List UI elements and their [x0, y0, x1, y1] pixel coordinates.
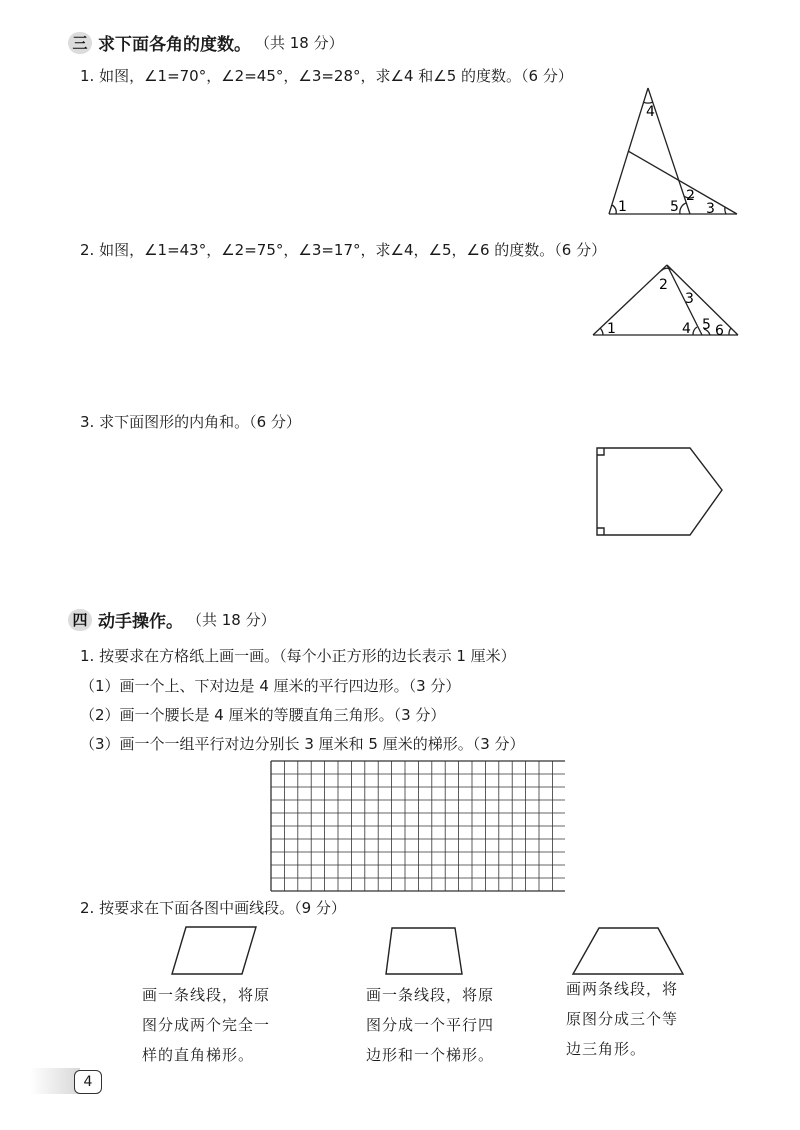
angle-label-4: 4 — [646, 104, 655, 120]
section-4-badge: 四 — [68, 609, 92, 631]
footer-bar — [30, 1068, 80, 1094]
pentagon-figure — [590, 440, 730, 540]
angle-label-5: 5 — [702, 317, 711, 333]
angle-label-6: 6 — [715, 323, 724, 339]
angle-label-1: 1 — [607, 321, 616, 337]
question-4-1-sub-2: （2）画一个腰长是 4 厘米的等腰直角三角形。（3 分） — [80, 706, 446, 724]
page-number: 4 — [74, 1070, 102, 1094]
section-3-title: 求下面各角的度数。 — [98, 35, 251, 55]
triangle-figure-1 — [600, 85, 745, 220]
caption-3-line-3: 边三角形。 — [566, 1040, 647, 1058]
caption-2-line-1: 画一条线段，将原 — [366, 986, 495, 1004]
caption-1-line-2: 图分成两个完全一 — [142, 1016, 271, 1034]
section-4-header — [68, 607, 276, 632]
angle-label-3: 3 — [706, 201, 715, 217]
question-3-2-text: 2. 如图，∠1=43°，∠2=75°，∠3=17°，求∠4，∠5，∠6 的度数。（6 分） — [80, 241, 607, 259]
angle-label-1: 1 — [618, 199, 627, 215]
caption-3 — [566, 974, 678, 1064]
angle-label-2: 2 — [686, 188, 695, 204]
angle-label-4: 4 — [682, 321, 691, 337]
section-3-points: （共 18 分） — [255, 34, 344, 52]
question-4-2-text: 2. 按要求在下面各图中画线段。（9 分） — [80, 899, 346, 917]
trapezoid-shape-1 — [380, 920, 470, 980]
question-3-3-text: 3. 求下面图形的内角和。（6 分） — [80, 413, 301, 431]
triangle-figure-2 — [585, 258, 745, 343]
section-3-header — [68, 30, 344, 55]
caption-1-line-1: 画一条线段，将原 — [142, 986, 271, 1004]
caption-3-line-1: 画两条线段，将 — [566, 980, 679, 998]
angle-label-3: 3 — [685, 291, 694, 307]
section-4-points: （共 18 分） — [187, 611, 276, 629]
caption-1 — [142, 980, 270, 1070]
caption-2 — [366, 980, 494, 1070]
section-3-badge: 三 — [68, 32, 92, 54]
grid-paper[interactable] — [270, 760, 565, 892]
question-4-1-sub-3: （3）画一个一组平行对边分别长 3 厘米和 5 厘米的梯形。（3 分） — [80, 735, 525, 753]
question-3-1-text: 1. 如图，∠1=70°，∠2=45°，∠3=28°，求∠4 和∠5 的度数。（6 分） — [80, 67, 573, 85]
caption-2-line-3: 边形和一个梯形。 — [366, 1046, 495, 1064]
question-4-1-text: 1. 按要求在方格纸上画一画。（每个小正方形的边长表示 1 厘米） — [80, 647, 516, 665]
section-4-title: 动手操作。 — [98, 612, 183, 632]
caption-1-line-3: 样的直角梯形。 — [142, 1046, 255, 1064]
trapezoid-shape-2 — [565, 920, 690, 980]
caption-3-line-2: 原图分成三个等 — [566, 1010, 679, 1028]
caption-2-line-2: 图分成一个平行四 — [366, 1016, 495, 1034]
parallelogram-shape — [165, 920, 265, 980]
question-4-1-sub-1: （1）画一个上、下对边是 4 厘米的平行四边形。（3 分） — [80, 677, 461, 695]
angle-label-5: 5 — [670, 199, 679, 215]
angle-label-2: 2 — [659, 277, 668, 293]
